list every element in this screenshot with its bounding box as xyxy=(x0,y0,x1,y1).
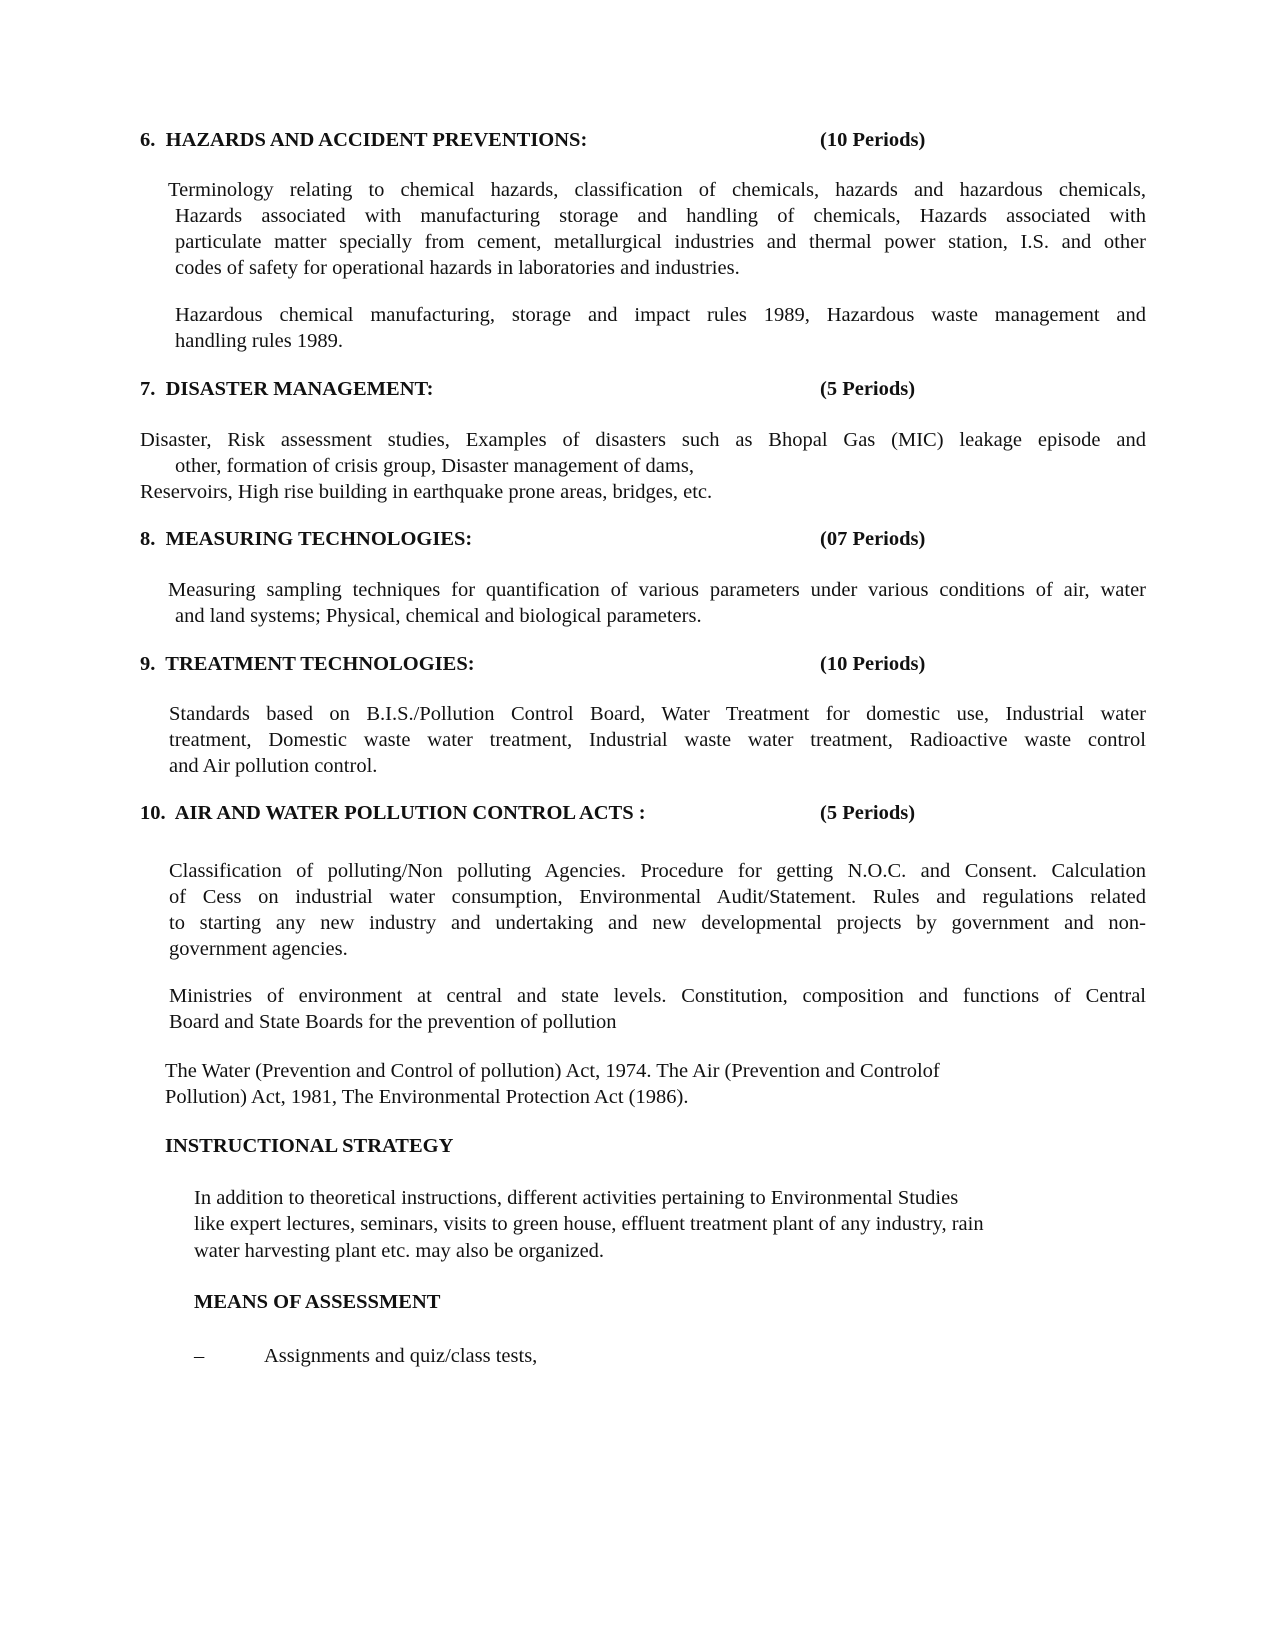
paragraph-line: particulate matter specially from cement, metallurgical industries and thermal power station, I.S. and other xyxy=(175,231,1146,253)
paragraph-line: The Water (Prevention and Control of pollution) Act, 1974. The Air (Prevention and Controlof xyxy=(165,1060,940,1082)
list-bullet: – xyxy=(194,1345,205,1367)
section-title: HAZARDS AND ACCIDENT PREVENTIONS: xyxy=(165,129,588,151)
section-7-heading xyxy=(140,376,433,402)
paragraph-line: Hazardous chemical manufacturing, storage and impact rules 1989, Hazardous waste management and xyxy=(175,304,1146,326)
paragraph-line: treatment, Domestic waste water treatment, Industrial waste water treatment, Radioactive waste control xyxy=(169,729,1146,751)
paragraph-line: and Air pollution control. xyxy=(169,755,378,777)
paragraph-line: codes of safety for operational hazards in laboratories and industries. xyxy=(175,257,740,279)
paragraph-line: and land systems; Physical, chemical and biological parameters. xyxy=(175,605,702,627)
section-number: 9. xyxy=(140,653,156,675)
paragraph-line: like expert lectures, seminars, visits to green house, effluent treatment plant of any industry, rain xyxy=(194,1213,984,1235)
section-number: 6. xyxy=(140,129,156,151)
section-6-paragraph-2 xyxy=(175,302,1146,354)
instructional-strategy-heading: INSTRUCTIONAL STRATEGY xyxy=(165,1135,454,1157)
list-item: Assignments and quiz/class tests, xyxy=(264,1345,538,1367)
paragraph-line: to starting any new industry and undertaking and new developmental projects by government and non- xyxy=(169,912,1146,934)
section-number: 8. xyxy=(140,528,156,550)
paragraph-line: government agencies. xyxy=(169,938,348,960)
paragraph-line: Classification of polluting/Non polluting Agencies. Procedure for getting N.O.C. and Consent. Calculation xyxy=(169,860,1146,882)
section-8-heading xyxy=(140,526,472,552)
section-6-heading xyxy=(140,127,587,153)
section-9-periods: (10 Periods) xyxy=(820,653,926,675)
paragraph-line: Pollution) Act, 1981, The Environmental Protection Act (1986). xyxy=(165,1086,689,1108)
paragraph-line: water harvesting plant etc. may also be organized. xyxy=(194,1240,605,1262)
section-9-paragraph-1 xyxy=(169,701,1146,779)
section-title: DISASTER MANAGEMENT: xyxy=(165,378,434,400)
section-10-paragraph-2 xyxy=(169,983,1146,1035)
paragraph-line: Measuring sampling techniques for quantification of various parameters under various conditions of air, water xyxy=(168,579,1146,601)
paragraph-line: Disaster, Risk assessment studies, Examples of disasters such as Bhopal Gas (MIC) leakage episode and xyxy=(140,429,1146,451)
instructional-strategy-paragraph xyxy=(194,1185,1080,1264)
section-8-paragraph-1 xyxy=(168,577,1146,629)
section-10-heading xyxy=(140,800,646,826)
section-10-paragraph-1 xyxy=(169,858,1146,962)
paragraph-line: Terminology relating to chemical hazards, classification of chemicals, hazards and hazardous chemicals, xyxy=(168,179,1146,201)
section-6-periods: (10 Periods) xyxy=(820,129,926,151)
section-title: AIR AND WATER POLLUTION CONTROL ACTS : xyxy=(174,802,646,824)
section-7-periods: (5 Periods) xyxy=(820,378,916,400)
section-number: 10. xyxy=(140,802,166,824)
paragraph-line: Ministries of environment at central and state levels. Constitution, composition and functions of Central xyxy=(169,985,1146,1007)
paragraph-line: handling rules 1989. xyxy=(175,330,343,352)
paragraph-line: Board and State Boards for the prevention of pollution xyxy=(169,1011,617,1033)
section-7-paragraph-1 xyxy=(140,427,1146,505)
section-title: MEASURING TECHNOLOGIES: xyxy=(165,528,473,550)
section-number: 7. xyxy=(140,378,156,400)
section-10-periods: (5 Periods) xyxy=(820,802,916,824)
section-8-periods: (07 Periods) xyxy=(820,528,926,550)
section-6-paragraph-1 xyxy=(168,177,1146,281)
means-of-assessment-heading: MEANS OF ASSESSMENT xyxy=(194,1291,441,1313)
paragraph-line: Hazards associated with manufacturing storage and handling of chemicals, Hazards associated with xyxy=(175,205,1146,227)
paragraph-line: of Cess on industrial water consumption, Environmental Audit/Statement. Rules and regulations related xyxy=(169,886,1146,908)
paragraph-line: Standards based on B.I.S./Pollution Control Board, Water Treatment for domestic use, Industrial water xyxy=(169,703,1146,725)
paragraph-line: other, formation of crisis group, Disaster management of dams, xyxy=(175,455,694,477)
section-9-heading xyxy=(140,651,475,677)
paragraph-line: Reservoirs, High rise building in earthquake prone areas, bridges, etc. xyxy=(140,481,713,503)
section-10-paragraph-3 xyxy=(165,1058,1065,1110)
paragraph-line: In addition to theoretical instructions, different activities pertaining to Environmental Studies xyxy=(194,1187,959,1209)
section-title: TREATMENT TECHNOLOGIES: xyxy=(165,653,475,675)
